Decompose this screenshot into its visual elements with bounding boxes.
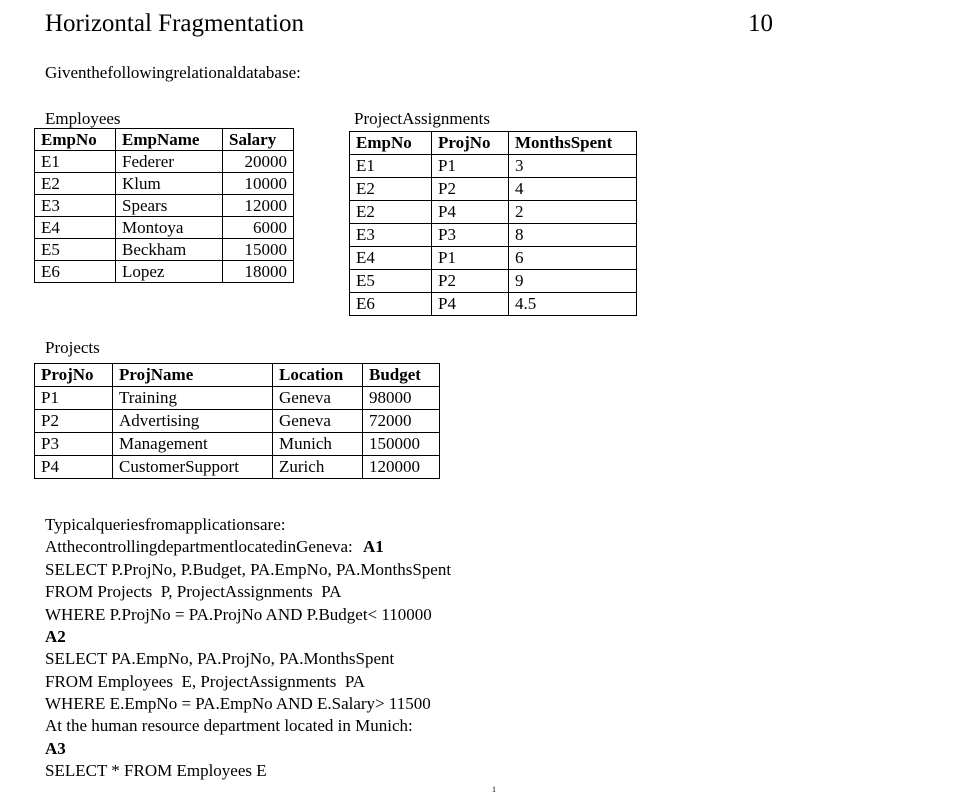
- table-cell: P4: [432, 201, 509, 224]
- table-cell: 8: [509, 224, 637, 247]
- geneva-line: [45, 537, 384, 557]
- query-label-a3: A3: [45, 739, 66, 758]
- table-cell: E4: [35, 217, 116, 239]
- table-cell: P3: [432, 224, 509, 247]
- table-cell: Management: [113, 433, 273, 456]
- table-cell: 10000: [223, 173, 294, 195]
- column-header: EmpName: [116, 129, 223, 151]
- table-cell: 98000: [363, 387, 440, 410]
- table-row: [35, 456, 440, 479]
- table-cell: Munich: [273, 433, 363, 456]
- table-cell: E2: [350, 201, 432, 224]
- table-row: [350, 270, 637, 293]
- table-cell: P2: [432, 178, 509, 201]
- table-cell: Training: [113, 387, 273, 410]
- table-row: [350, 293, 637, 316]
- table-row: [35, 433, 440, 456]
- geneva-text: AtthecontrollingdepartmentlocatedinGeneva:: [45, 537, 353, 556]
- table-cell: P2: [35, 410, 113, 433]
- page-title: Horizontal Fragmentation: [45, 10, 304, 37]
- table-cell: E2: [35, 173, 116, 195]
- table-cell: 18000: [223, 261, 294, 283]
- column-header: ProjNo: [432, 132, 509, 155]
- table-cell: 72000: [363, 410, 440, 433]
- table-cell: Beckham: [116, 239, 223, 261]
- column-header: ProjNo: [35, 364, 113, 387]
- table-cell: 15000: [223, 239, 294, 261]
- table-row: [350, 247, 637, 270]
- employees-table: [34, 128, 294, 283]
- queries-intro: Typicalqueriesfromapplicationsare:: [45, 515, 286, 534]
- table-row: [35, 239, 294, 261]
- table-row: [35, 217, 294, 239]
- table-cell: E5: [35, 239, 116, 261]
- table-cell: 120000: [363, 456, 440, 479]
- table-cell: P1: [35, 387, 113, 410]
- table-cell: 6000: [223, 217, 294, 239]
- table-cell: E1: [35, 151, 116, 173]
- table-cell: Lopez: [116, 261, 223, 283]
- footer-page-number: 1: [492, 785, 496, 794]
- table-cell: P1: [432, 247, 509, 270]
- table-cell: P4: [35, 456, 113, 479]
- table-cell: Advertising: [113, 410, 273, 433]
- table-cell: Zurich: [273, 456, 363, 479]
- a2-where: WHERE E.EmpNo = PA.EmpNo AND E.Salary> 11500: [45, 694, 431, 713]
- column-header: Budget: [363, 364, 440, 387]
- a2-from: FROM Employees E, ProjectAssignments PA: [45, 672, 366, 691]
- table-cell: E6: [350, 293, 432, 316]
- table-row: [35, 261, 294, 283]
- table-row: [35, 151, 294, 173]
- table-row: [350, 201, 637, 224]
- table-cell: 12000: [223, 195, 294, 217]
- table-cell: E6: [35, 261, 116, 283]
- query-label-a2: A2: [45, 627, 66, 646]
- table-header-row: [35, 364, 440, 387]
- table-cell: 20000: [223, 151, 294, 173]
- table-cell: Montoya: [116, 217, 223, 239]
- column-header: Location: [273, 364, 363, 387]
- table-cell: E1: [350, 155, 432, 178]
- projects-caption: Projects: [45, 338, 100, 357]
- table-row: [35, 195, 294, 217]
- table-cell: 150000: [363, 433, 440, 456]
- table-cell: E4: [350, 247, 432, 270]
- table-cell: 4.5: [509, 293, 637, 316]
- table-cell: Spears: [116, 195, 223, 217]
- table-cell: 6: [509, 247, 637, 270]
- table-cell: 4: [509, 178, 637, 201]
- table-row: [350, 178, 637, 201]
- table-row: [350, 224, 637, 247]
- intro-text: Giventhefollowingrelationaldatabase:: [45, 63, 301, 82]
- column-header: EmpNo: [350, 132, 432, 155]
- column-header: ProjName: [113, 364, 273, 387]
- table-cell: Geneva: [273, 387, 363, 410]
- column-header: MonthsSpent: [509, 132, 637, 155]
- table-row: [35, 173, 294, 195]
- column-header: Salary: [223, 129, 294, 151]
- column-header: EmpNo: [35, 129, 116, 151]
- munich-line: At the human resource department located in Munich:: [45, 716, 413, 735]
- page-number: 10: [748, 10, 773, 37]
- a1-select: SELECT P.ProjNo, P.Budget, PA.EmpNo, PA.MonthsSpent: [45, 560, 452, 579]
- table-cell: E3: [35, 195, 116, 217]
- project-assignments-table: [349, 131, 637, 316]
- table-row: [35, 410, 440, 433]
- a1-from: FROM Projects P, ProjectAssignments PA: [45, 582, 342, 601]
- table-cell: 3: [509, 155, 637, 178]
- table-cell: E2: [350, 178, 432, 201]
- table-cell: 9: [509, 270, 637, 293]
- table-cell: P4: [432, 293, 509, 316]
- table-header-row: [35, 129, 294, 151]
- table-cell: Klum: [116, 173, 223, 195]
- table-cell: P3: [35, 433, 113, 456]
- a3-select: SELECT * FROM Employees E: [45, 761, 267, 780]
- table-cell: 2: [509, 201, 637, 224]
- table-cell: P1: [432, 155, 509, 178]
- table-row: [35, 387, 440, 410]
- table-cell: E3: [350, 224, 432, 247]
- a2-select: SELECT PA.EmpNo, PA.ProjNo, PA.MonthsSpent: [45, 649, 395, 668]
- projects-table: [34, 363, 440, 479]
- table-header-row: [350, 132, 637, 155]
- table-cell: E5: [350, 270, 432, 293]
- table-cell: P2: [432, 270, 509, 293]
- table-cell: Federer: [116, 151, 223, 173]
- table-cell: CustomerSupport: [113, 456, 273, 479]
- employees-caption: Employees: [45, 109, 121, 128]
- query-label-a1: A1: [363, 537, 384, 556]
- table-cell: Geneva: [273, 410, 363, 433]
- project-assignments-caption: ProjectAssignments: [354, 109, 490, 128]
- table-row: [350, 155, 637, 178]
- a1-where: WHERE P.ProjNo = PA.ProjNo AND P.Budget< 110000: [45, 605, 432, 624]
